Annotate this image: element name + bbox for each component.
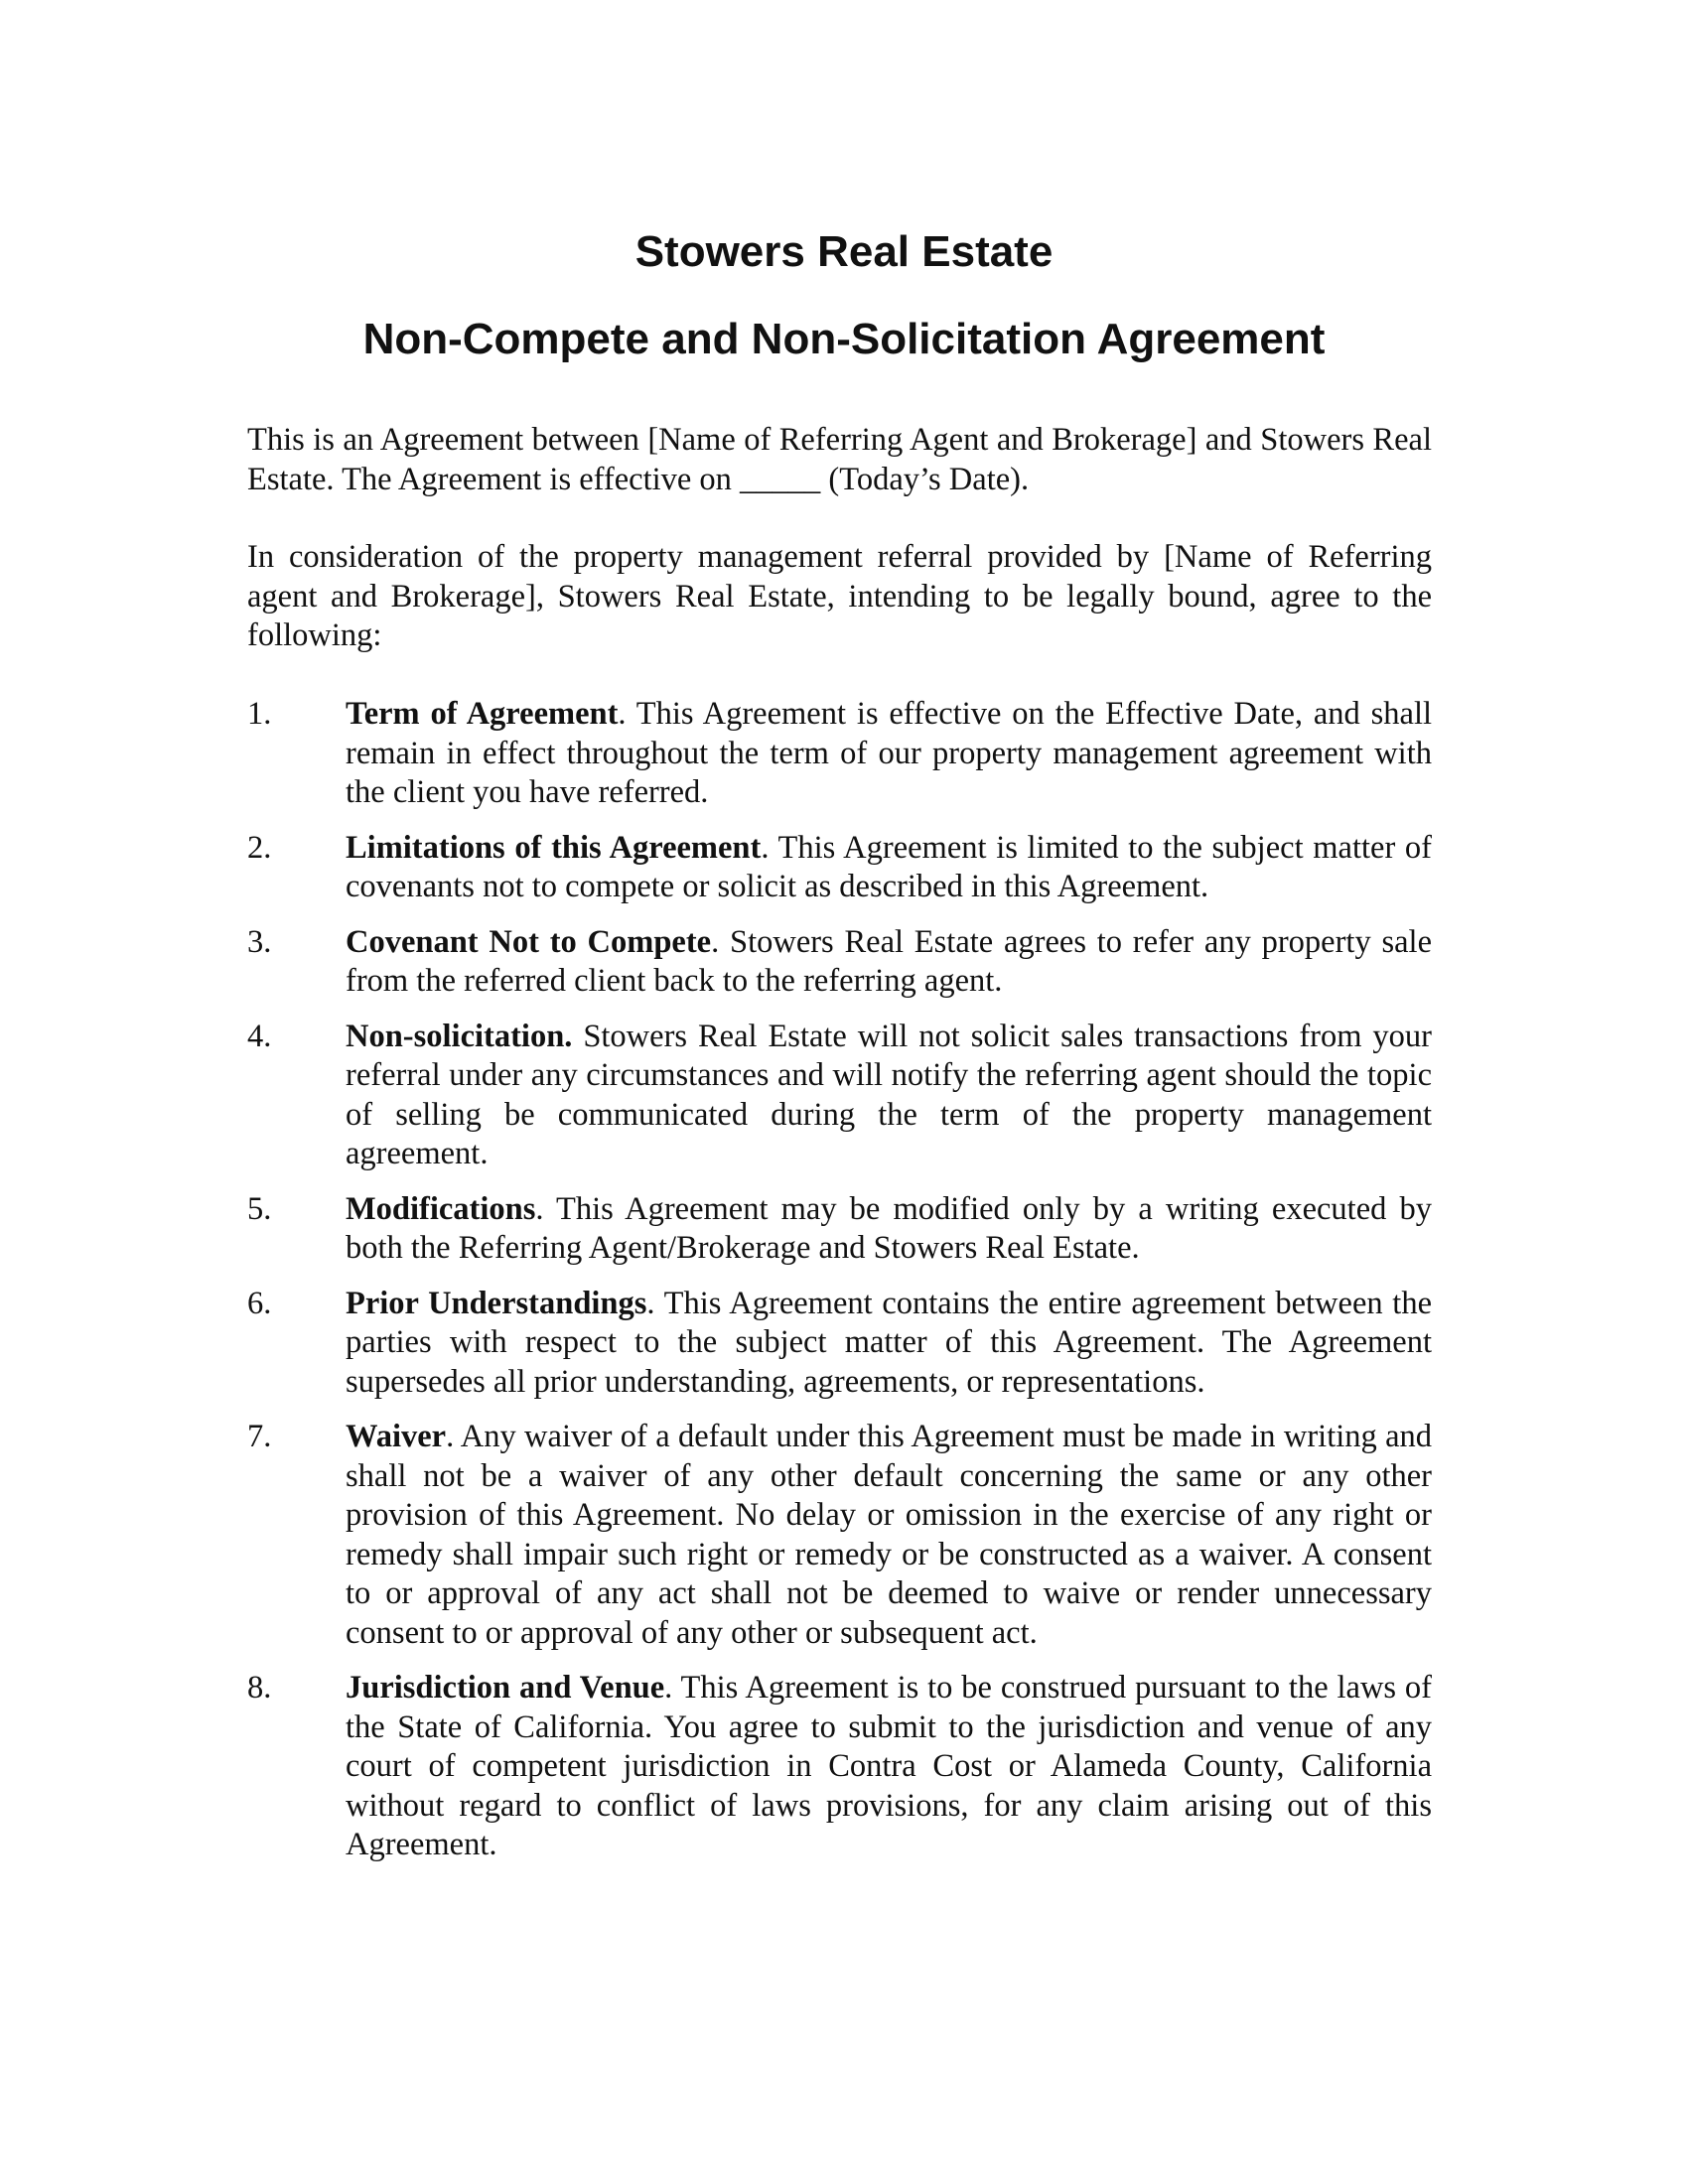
clause-number: 8.	[247, 1670, 272, 1706]
intro-paragraph: This is an Agreement between [Name of Referring Agent and Brokerage] and Stowers Real Estate. The Agreement is effective on _____ (Today’s Date).	[247, 422, 1432, 497]
clause-item	[247, 1190, 1432, 1269]
clause-body: . This Agreement is to be construed pursuant to the laws of the State of California. You agree to submit to the jurisdiction and venue of any court of competent jurisdiction in Contra Cost or Alameda County, California without regard to conflict of laws provisions, for any claim arising out of this Agreement.	[346, 1670, 1432, 1862]
clause-number: 3.	[247, 923, 272, 960]
clause-number: 7.	[247, 1419, 272, 1454]
clause-heading: Term of Agreement	[346, 696, 619, 732]
clause-body: . This Agreement is effective on the Effective Date, and shall remain in effect throughout the term of our property management agreement with the client you have referred.	[346, 696, 1432, 810]
company-title: Stowers Real Estate	[634, 227, 1054, 276]
clause-item	[247, 1669, 1432, 1865]
clause-item	[247, 695, 1432, 813]
clause-heading: Waiver	[346, 1419, 447, 1454]
clause-heading: Prior Understandings	[346, 1285, 647, 1321]
clause-number: 2.	[247, 829, 272, 866]
clause-heading: Covenant Not to Compete	[346, 923, 712, 960]
clause-heading: Modifications	[346, 1190, 536, 1227]
clause-item	[247, 1418, 1432, 1653]
clause-item	[247, 1018, 1432, 1174]
clause-number: 4.	[247, 1018, 272, 1054]
clause-body: . Stowers Real Estate agrees to refer any property sale from the referred client back to the referring agent.	[346, 923, 1432, 999]
clause-number: 5.	[247, 1190, 272, 1227]
clause-item	[247, 829, 1432, 907]
consideration-paragraph: In consideration of the property management referral provided by [Name of Referring agent and Brokerage], Stowers Real Estate, intending to be legally bound, agree to the following:	[247, 539, 1432, 653]
clause-body: . This Agreement contains the entire agreement between the parties with respect to the subject matter of this Agreement. The Agreement supersedes all prior understanding, agreements, or representations.	[346, 1285, 1432, 1400]
clause-body: Stowers Real Estate will not solicit sales transactions from your referral under any circumstances and will notify the referring agent should the topic of selling be communicated during the term of the property management agreement.	[346, 1018, 1432, 1171]
clause-body: . Any waiver of a default under this Agreement must be made in writing and shall not be a waiver of any other default concerning the same or any other provision of this Agreement. No delay or omission in the exercise of any right or remedy shall impair such right or remedy or be constructed as a waiver. A consent to or approval of any act shall not be deemed to waive or render unnecessary consent to or approval of any other or subsequent act.	[346, 1419, 1432, 1651]
clause-heading: Jurisdiction and Venue	[346, 1670, 665, 1706]
clause-number: 6.	[247, 1285, 272, 1321]
clause-body: . This Agreement may be modified only by a writing executed by both the Referring Agent/Brokerage and Stowers Real Estate.	[346, 1190, 1432, 1266]
clause-list	[247, 695, 1432, 1881]
agreement-title: Non-Compete and Non-Solicitation Agreement	[362, 315, 1326, 363]
clause-item	[247, 923, 1432, 1002]
clause-heading: Limitations of this Agreement	[346, 829, 762, 866]
clause-number: 1.	[247, 696, 272, 732]
clause-body: . This Agreement is limited to the subject matter of covenants not to compete or solicit as described in this Agreement.	[346, 829, 1432, 904]
clause-heading: Non-solicitation.	[346, 1018, 573, 1054]
clause-item	[247, 1285, 1432, 1403]
